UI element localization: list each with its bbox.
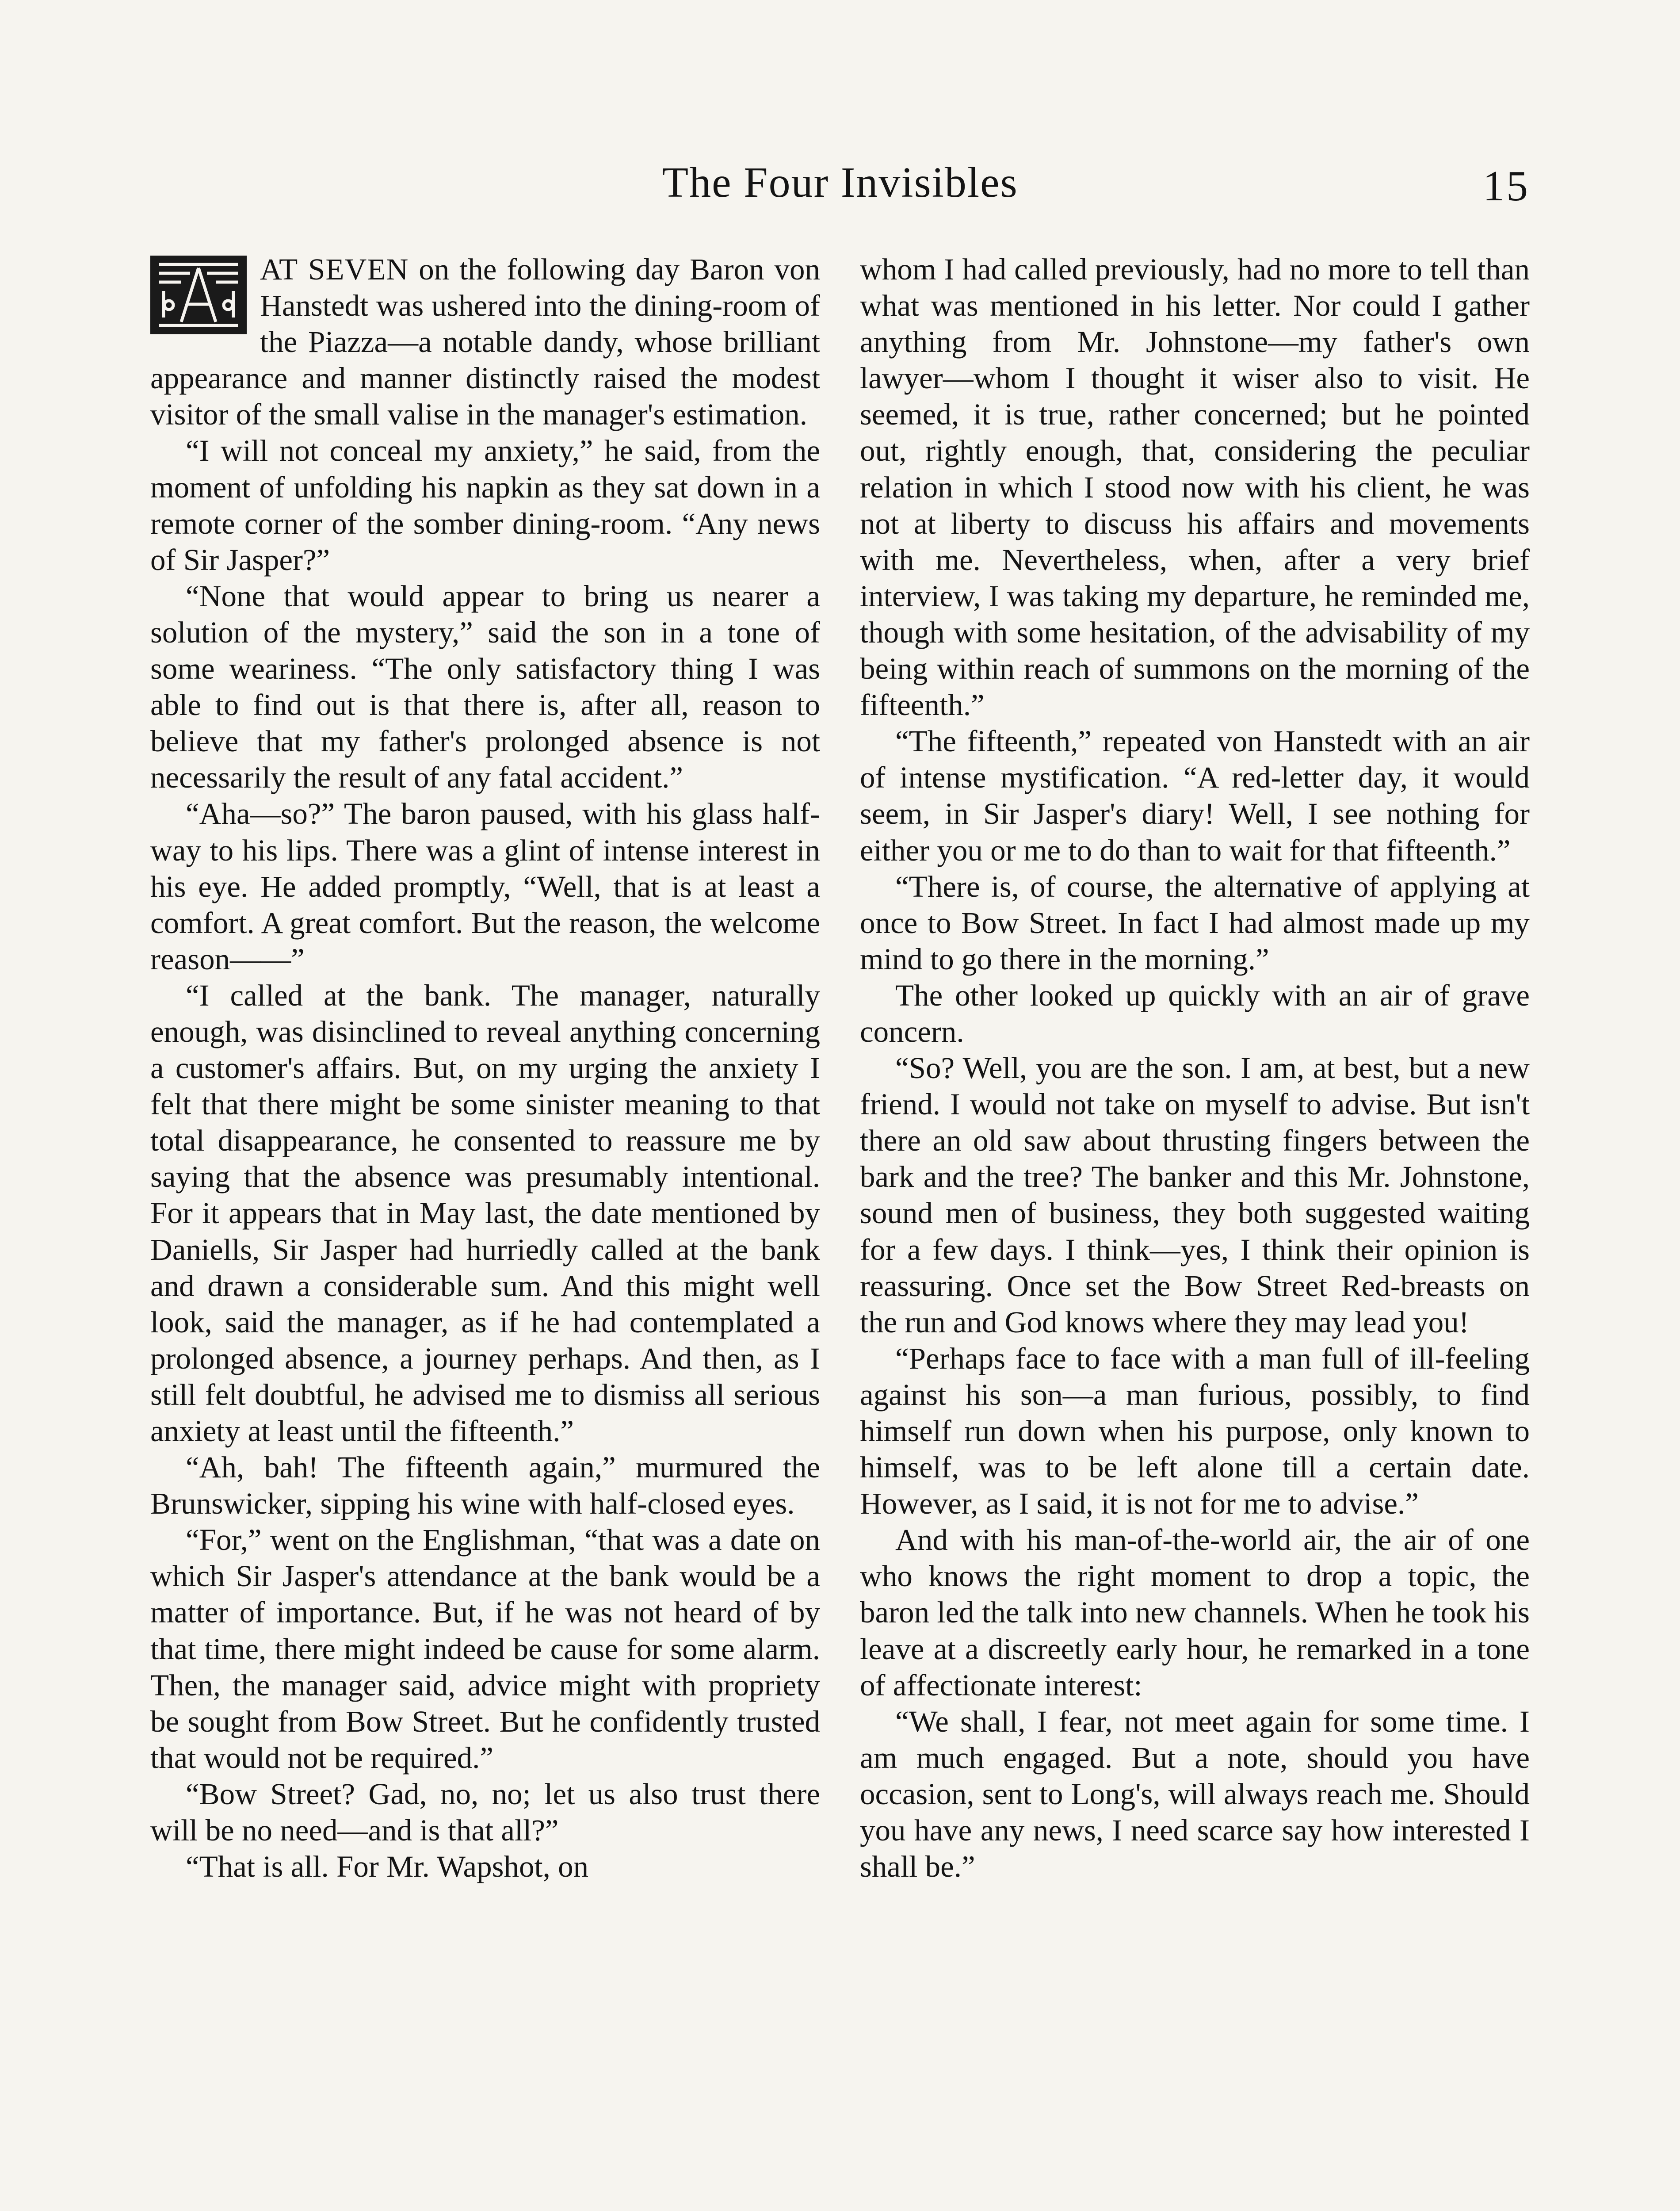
paragraph-text: on the following day Baron von Hanstedt was ushered into the dining-room of the Piazza—a notable dandy, whose brilliant appearance and manner distinctly raised the modest visitor of the small valise in the manager's estimation. (150, 252, 820, 432)
page-header (150, 157, 1530, 223)
left-column (150, 251, 820, 1885)
paragraph: “For,” went on the Englishman, “that was a date on which Sir Jasper's attendance at the bank would be a matter of importance. But, if he was not heard of by that time, there might indeed be cause for some alarm. Then, the manager said, advice might with propriety be sought from Bow Street. But he confidently trusted that would not be required.” (150, 1523, 820, 1775)
paragraph: “Perhaps face to face with a man full of ill-feeling against his son—a man furious, possibly, to find himself run down when his purpose, only known to himself, was to be left alone till a certain date. However, as I said, it is not for me to advise.” (860, 1341, 1530, 1521)
paragraph: whom I had called previously, had no more to tell than what was mentioned in his letter. Nor could I gather anything from Mr. Johnstone—my father's own lawyer—whom I thought it wiser also to visit. He seemed, it is true, rather concerned; but he pointed out, rightly enough, that, considering the peculiar relation in which I stood now with his client, he was not at liberty to discuss his affairs and movements with me. Nevertheless, when, after a very brief interview, I was taking my departure, he reminded me, though with some hesitation, of the advisability of my being within reach of summons on the morning of the fifteenth.” (860, 252, 1530, 722)
paragraph: “There is, of course, the alternative of applying at once to Bow Street. In fact I had almost made up my mind to go there in the morning.” (860, 869, 1530, 976)
paragraph: “Ah, bah! The fifteenth again,” murmured the Brunswicker, sipping his wine with half-closed eyes. (150, 1450, 820, 1521)
paragraph: “I called at the bank. The manager, naturally enough, was disinclined to reveal anything concerning a customer's affairs. But, on my urging the anxiety I felt that there might be some sinister meaning to that total disappearance, he consented to reassure me by saying that the absence was presumably intentional. For it appears that in May last, the date mentioned by Daniells, Sir Jasper had hurriedly called at the bank and drawn a considerable sum. And this might well look, said the manager, as if he had contemplated a prolonged absence, a journey perhaps. And then, as I still felt doubtful, he advised me to dismiss all serious anxiety at least until the fifteenth.” (150, 978, 820, 1448)
right-column (860, 251, 1530, 1885)
paragraph: “I will not conceal my anxiety,” he said, from the moment of unfolding his napkin as they sat down in a remote corner of the somber dining-room. “Any news of Sir Jasper?” (150, 434, 820, 577)
paragraph: “So? Well, you are the son. I am, at best, but a new friend. I would not take on myself to advise. But isn't there an old saw about thrusting fingers between the bark and the tree? The banker and this Mr. Johnstone, sound men of business, they both suggested waiting for a few days. I think—yes, I think their opinion is reassuring. Once set the Bow Street Red-breasts on the run and God knows where they may lead you! (860, 1051, 1530, 1339)
paragraph: “Aha—so?” The baron paused, with his glass half-way to his lips. There was a glint of intense interest in his eye. He added promptly, “Well, that is at least a comfort. A great comfort. But the reason, the welcome reason——” (150, 797, 820, 976)
paragraph: And with his man-of-the-world air, the air of one who knows the right moment to drop a topic, the baron led the talk into new channels. When he took his leave at a discreetly early hour, he remarked in a tone of affectionate interest: (860, 1523, 1530, 1702)
page-number: 15 (1483, 162, 1530, 210)
paragraph: “The fifteenth,” repeated von Hanstedt with an air of intense mystification. “A red-letter day, it would seem, in Sir Jasper's diary! Well, I see nothing for either you or me to do than to wait for that fifteenth.” (860, 724, 1530, 867)
opening-words: AT SEVEN (260, 252, 409, 286)
paragraph: “Bow Street? Gad, no, no; let us also trust there will be no need—and is that all?” (150, 1777, 820, 1848)
paragraph: “That is all. For Mr. Wapshot, on (186, 1850, 589, 1884)
paragraph (150, 251, 820, 432)
paragraph: The other looked up quickly with an air of grave concern. (860, 978, 1530, 1048)
paragraph: “We shall, I fear, not meet again for some time. I am much engaged. But a note, should you have occasion, sent to Long's, will always reach me. Should you have any news, I need scarce say how interested I shall be.” (860, 1704, 1530, 1884)
running-title: The Four Invisibles (662, 159, 1018, 207)
ornamental-initial-a-icon (150, 256, 247, 334)
paragraph: “None that would appear to bring us nearer a solution of the mystery,” said the son in a tone of some weariness. “The only satisfactory thing I was able to find out is that there is, after all, reason to believe that my father's prolonged absence is not necessarily the result of any fatal accident.” (150, 579, 820, 795)
